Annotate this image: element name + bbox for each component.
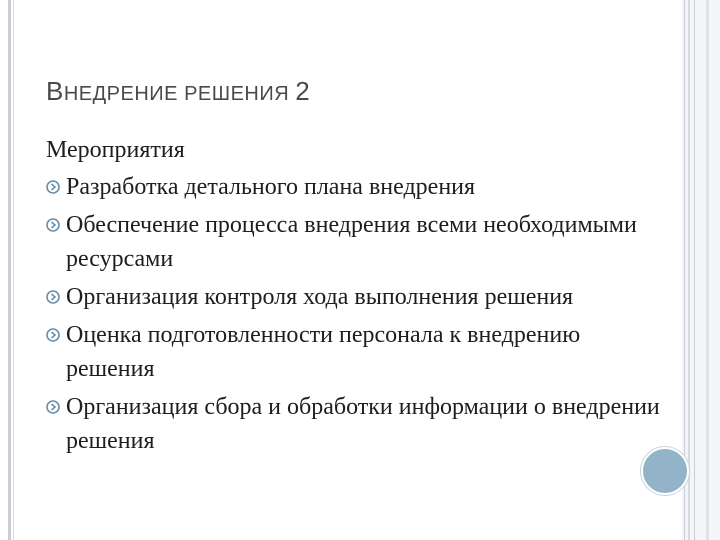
title-rest: НЕДРЕНИЕ РЕШЕНИЯ [63,83,290,105]
list-item [46,318,666,386]
list-item-text: Обеспечение процесса внедрения всеми необходимыми ресурсами [66,212,637,272]
circle-arrow-icon [46,218,60,232]
circle-arrow-icon [46,328,60,342]
list-item-text: Разработка детального плана внедрения [66,174,476,200]
list-item-text: Организация контроля хода выполнения решения [66,284,574,310]
circle-arrow-icon [46,290,60,304]
bullet-list [46,170,666,458]
list-item-text: Организация сбора и обработки информации о внедрении решения [66,394,660,454]
title-first-letter: В [46,76,64,106]
left-border-line [8,0,11,540]
right-border-line [706,0,709,540]
left-border-line-thin [13,0,14,540]
list-item [46,390,666,458]
right-border-line [694,0,695,540]
circle-arrow-icon [46,180,60,194]
list-item [46,280,666,314]
circle-arrow-icon [46,400,60,414]
list-item [46,170,666,204]
slide-title [46,76,310,107]
list-item-text: Оценка подготовленности персонала к внедрению решения [66,322,581,382]
right-border-line [688,0,690,540]
intro-text: Мероприятия [46,137,185,163]
list-item [46,208,666,276]
slide-content [46,134,666,462]
title-number: 2 [295,76,311,106]
